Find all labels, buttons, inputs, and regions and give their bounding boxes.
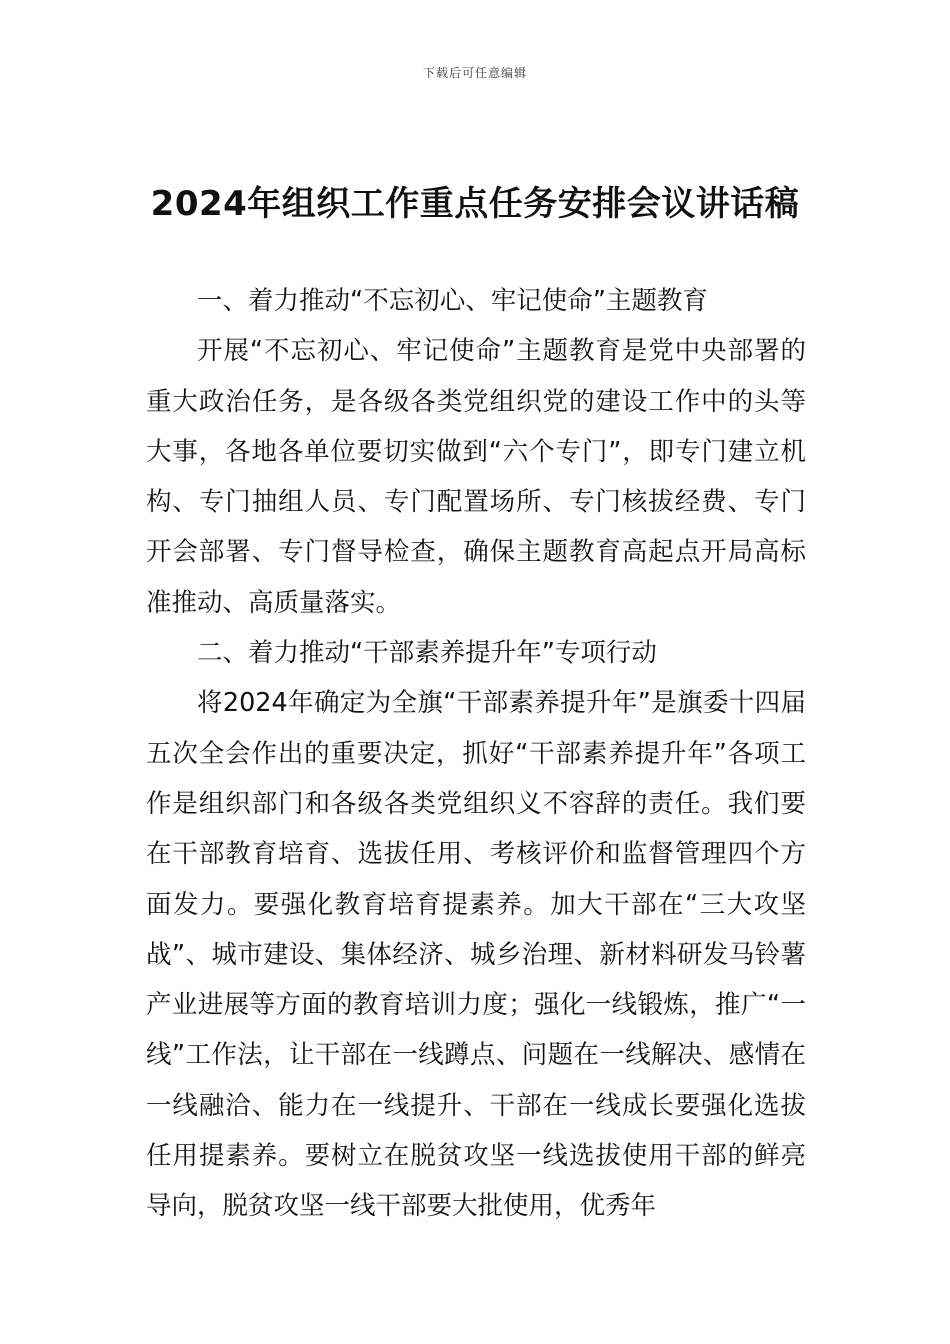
section-heading-1: 一、着力推动“不忘初心、牢记使命”主题教育	[197, 286, 708, 316]
header-note: 下载后可任意编辑	[422, 66, 527, 80]
section-paragraph-1: 开展“不忘初心、牢记使命”主题教育是党中央部署的重大政治任务，是各级各类党组织党的建设工作中的头等大事，各地各单位要切实做到“六个专门”，即专门建立机构、专门抽组人员、专门配置场所、专门核拔经费、专门开会部署、专门督导检查，确保主题教育高起点开局高标准推动、高质量落实。	[146, 336, 806, 618]
document-title: 2024年组织工作重点任务安排会议讲话稿	[150, 184, 800, 224]
section-heading-2: 二、着力推动“干部素养提升年”专项行动	[197, 638, 657, 669]
section-paragraph-2: 将2024年确定为全旗“干部素养提升年”是旗委十四届五次全会作出的重要决定，抓好“干部素养提升年”各项工作是组织部门和各级各类党组织义不容辞的责任。我们要在干部教育培育、选拔任用、考核评价和监督管理四个方面发力。要强化教育培育提素养。加大干部在“三大攻坚战”、城市建设、集体经济、城乡治理、新材料研发马铃薯产业进展等方面的教育培训力度；强化一线锻炼，推广“一线”工作法，让干部在一线蹲点、问题在一线解决、感情在一线融洽、能力在一线提升、干部在一线成长要强化选拔任用提素养。要树立在脱贫攻坚一线选拔使用干部的鲜亮导向，脱贫攻坚一线干部要大批使用，优秀年	[146, 688, 806, 1222]
document-body	[146, 276, 806, 1232]
